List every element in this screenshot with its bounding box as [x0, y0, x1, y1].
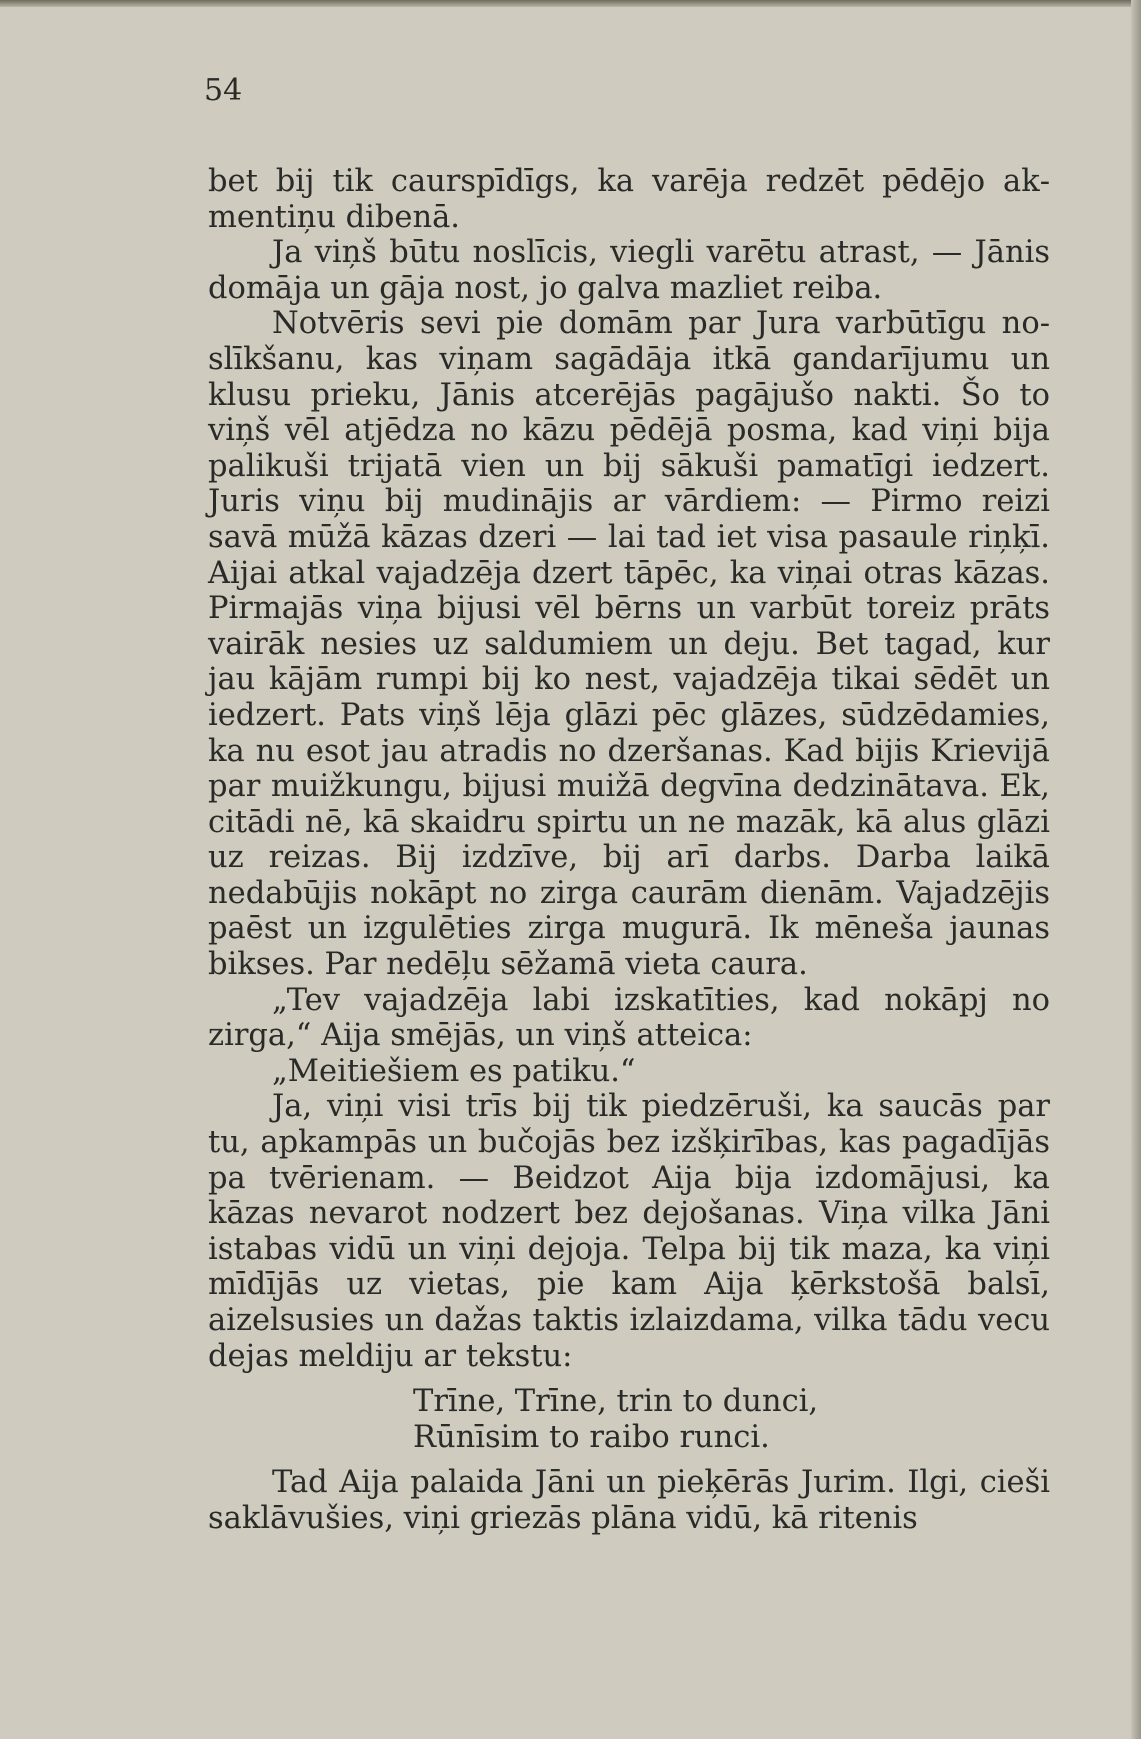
paragraph-4: „Tev vajadzēja labi izskatīties, kad nokāpj no zirga,“ Aija smējās, un viņš atteica:: [208, 982, 1050, 1054]
page-number: 54: [204, 73, 243, 108]
body-text: [208, 164, 1050, 1537]
paragraph-6: Ja, viņi visi trīs bij tik piedzēruši, ka saucās par tu, apkampās un bučojās bez izšķirības, kas pagadījās pa tvērienam. — Beidzot Aija bija izdomājusi, ka kāzas nevarot nodzert bez dejošanas. Viņa vilka Jāni istabas vidū un viņi dejoja. Telpa bij tik maza, ka viņi mīdījās uz vietas, pie kam Aija ķērkstošā balsī, aizelsusies un dažas taktis izlaizdama, vilka tādu vecu dejas meldiju ar tekstu:: [208, 1089, 1050, 1374]
paragraph-1: bet bij tik caurspīdīgs, ka varēja redzēt pēdējo akmentiņu dibenā.: [208, 164, 1050, 235]
verse-line-2: Rūnīsim to raibo runci.: [413, 1419, 770, 1455]
paragraph-5: „Meitiešiem es patiku.“: [272, 1053, 636, 1089]
page-right-edge: [1131, 0, 1141, 1739]
verse-line-1: Trīne, Trīne, trin to dunci,: [413, 1384, 819, 1420]
closing-paragraph: Tad Aija palaida Jāni un pieķērās Jurim. Ilgi, cieši saklāvušies, viņi griezās plāna vidū, kā ritenis: [208, 1465, 1050, 1536]
page-top-edge: [0, 0, 1141, 7]
verse: [413, 1384, 1050, 1455]
paragraph-3: Notvēris sevi pie domām par Jura varbūtīgu noslīkšanu, kas viņam sagādāja itkā gandarījumu un klusu prieku, Jānis atcerējās pagājušo nakti. Šo to viņš vēl atjēdza no kāzu pēdējā posma, kad viņi bija palikuši trijatā vien un bij sākuši pamatīgi iedzert. Juris viņu bij mudinājis ar vārdiem: — Pirmo reizi savā mūžā kāzas dzeri — lai tad iet visa pasaule riņķī. Aijai atkal vajadzēja dzert tāpēc, ka viņai otras kāzas. Pirmajās viņa bijusi vēl bērns un varbūt toreiz prāts vairāk nesies uz saldumiem un deju. Bet tagad, kur jau kājām rumpi bij ko nest, vajadzēja tikai sēdēt un iedzert. Pats viņš lēja glāzi pēc glāzes, sūdzēdamies, ka nu esot jau atradis no dzeršanas. Kad bijis Krievijā par muižkungu, bijusi muižā degvīna dedzinātava. Ek, citādi nē, kā skaidru spirtu un ne mazāk, kā alus glāzi uz reizas. Bij izdzīve, bij arī darbs. Darba laikā nedabūjis nokāpt no zirga caurām dienām. Vajadzējis paēst un izgulēties zirga mugurā. Ik mēneša jaunas bikses. Par nedēļu sēžamā vieta caura.: [208, 306, 1050, 983]
paragraph-2: Ja viņš būtu noslīcis, viegli varētu atrast, — Jānis domāja un gāja nost, jo galva mazliet reiba.: [208, 235, 1050, 306]
